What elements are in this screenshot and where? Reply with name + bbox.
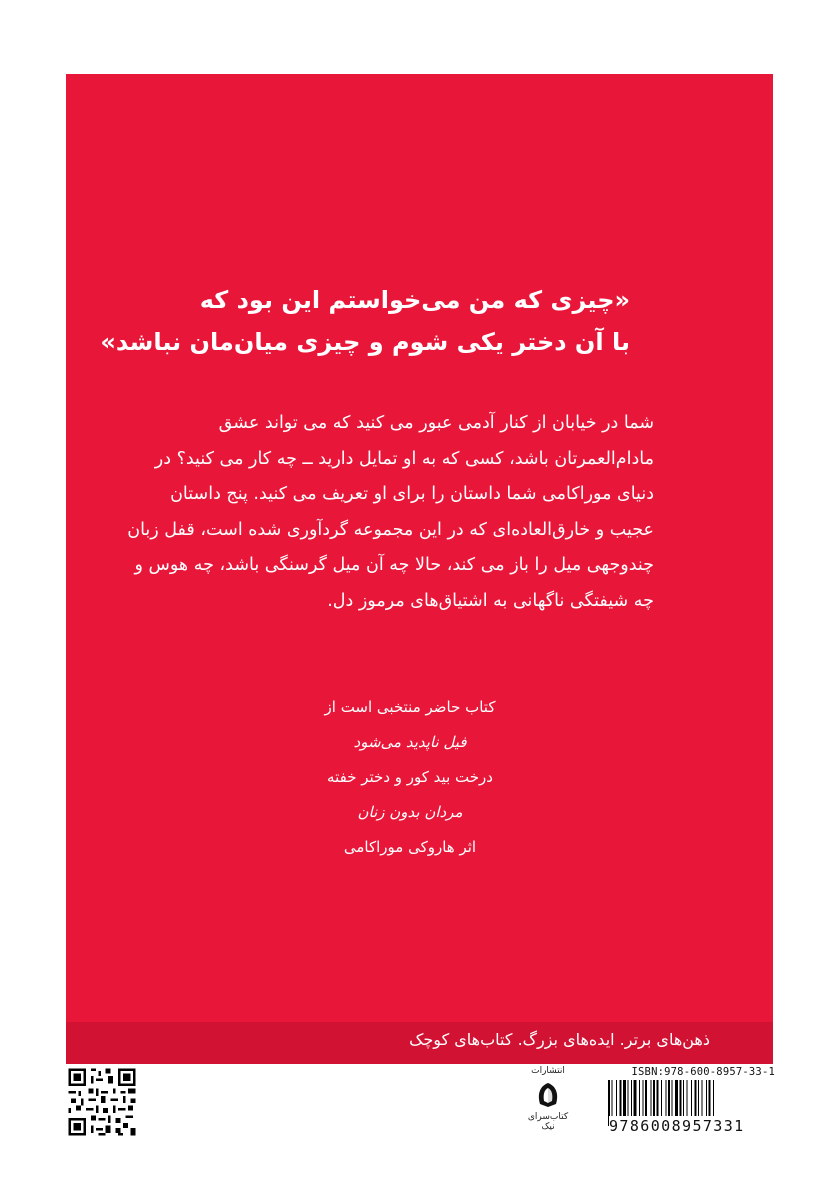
contents-list [230,690,590,865]
blurb-paragraph: شما در خیابان از کنار آدمی عبور می کنید که می تواند عشق مادام‌العمرتان باشد، کسی که به او تمایل دارید ــ چه کار می کنید؟ در دنیای موراکامی شما داستان را برای او تعریف می کنید. پنج داستان عجیب و خارق‌العاده‌ای که در این مجموعه گردآوری شده است، قفل زبان چندوجهی میل را باز می کند، حالا چه آن میل گرسنگی باشد، چه هوس و چه شیفتگی ناگهانی به اشتیاق‌های مرموز دل. [127,413,654,611]
barcode-digits: 9786008957331 [609,1116,775,1136]
contents-item: مردان بدون زنان [357,803,463,821]
publisher-logo [520,1066,576,1136]
slogan-text: ذهن‌های برتر. ایده‌های بزرگ. کتاب‌های کوچک [409,1030,710,1049]
contents-intro: کتاب حاضر منتخبی است از [324,698,496,716]
publisher-label-bottom: کتاب‌سرای نیک [527,1112,569,1132]
contents-item: فیل ناپدید می‌شود [353,733,467,751]
contents-author: اثر هاروکی موراکامی [343,838,477,856]
quote-line-2: با آن دختر یکی شوم و چیزی میان‌مان نباشد» [100,328,630,356]
quote-line-1: «چیزی که من می‌خواستم این بود که [199,286,630,314]
contents-item: درخت بید کور و دختر خفته [327,768,493,786]
isbn-label: ISBN:978-600-8957-33-1 [631,1066,775,1078]
qr-code-icon [66,1066,138,1138]
publisher-logo-icon [534,1080,562,1110]
publisher-label-top: انتشارات [531,1066,565,1076]
